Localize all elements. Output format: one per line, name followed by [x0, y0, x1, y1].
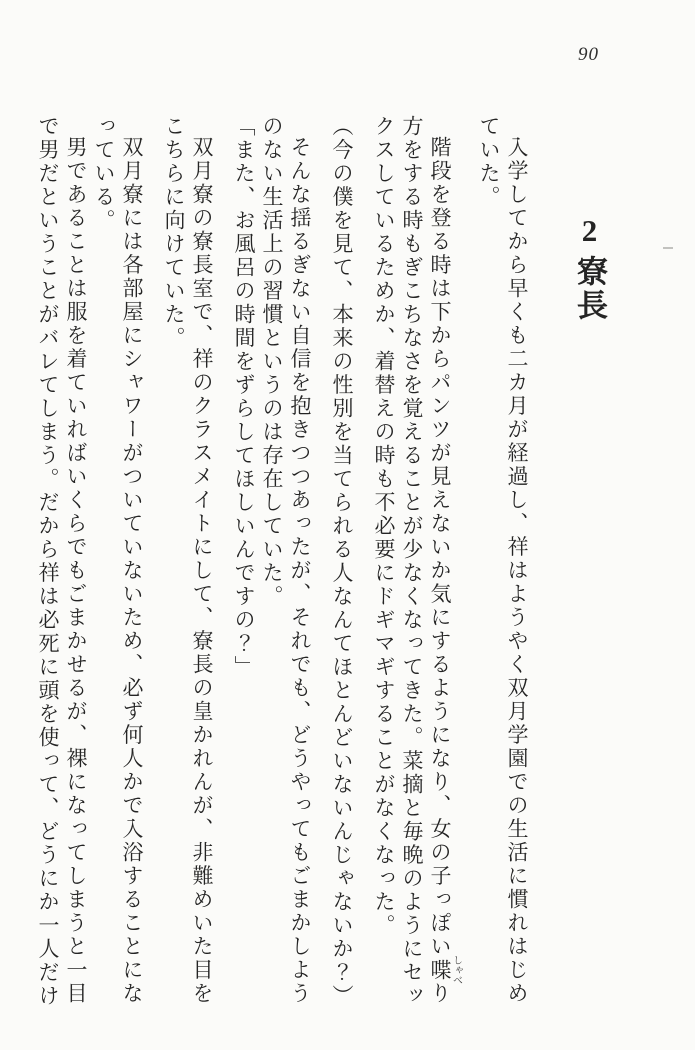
margin-mark — [663, 247, 673, 249]
paragraph: 「また、お風呂の時間をずらしてほしいんですの？」 — [232, 115, 256, 679]
text-body — [34, 115, 617, 1008]
chapter-title: 寮長 — [572, 255, 607, 323]
ruby-annotation: 喋しゃべ — [428, 955, 462, 986]
paragraph: 階段を登る時は下からパンツが見えないか気にするようになり、女の子っぽい喋しゃべり方をする時もぎこちなさを覚えることが少なくなってきた。菜摘と毎晩のようにセックスしているためか、着替えの時も不必要にドギマギすることがなくなった。 — [372, 115, 462, 1008]
paragraph: そんな揺るぎない自信を抱きつつあったが、それでも、どうやってもごまかしようのない生活上の習慣というのは存在していた。 — [260, 115, 312, 1006]
chapter-heading — [561, 115, 617, 1008]
paragraph: 男であることは服を着ていればいくらでもごまかせるが、裸になってしまうと一目で男だということがバレてしまう。だから祥は必死に頭を使って、どうにか一人だけ — [36, 115, 88, 1008]
chapter-number: 2 — [581, 215, 598, 246]
page-number: 90 — [578, 44, 599, 65]
paragraph: 双月寮には各部屋にシャワーがついていないため、必ず何人かで入浴することになっている。 — [92, 115, 144, 1006]
paragraph: 双月寮の寮長室で、祥のクラスメイトにして、寮長の皇かれんが、非難めいた目をこちらに向けていた。 — [162, 115, 214, 1006]
paragraph: 入学してから早くも二カ月が経過し、祥はようやく双月学園での生活に慣れはじめていた。 — [477, 115, 529, 1006]
paragraph: （今の僕を見て、本来の性別を当てられる人なんてほとんどいないんじゃないか？） — [330, 115, 354, 1008]
